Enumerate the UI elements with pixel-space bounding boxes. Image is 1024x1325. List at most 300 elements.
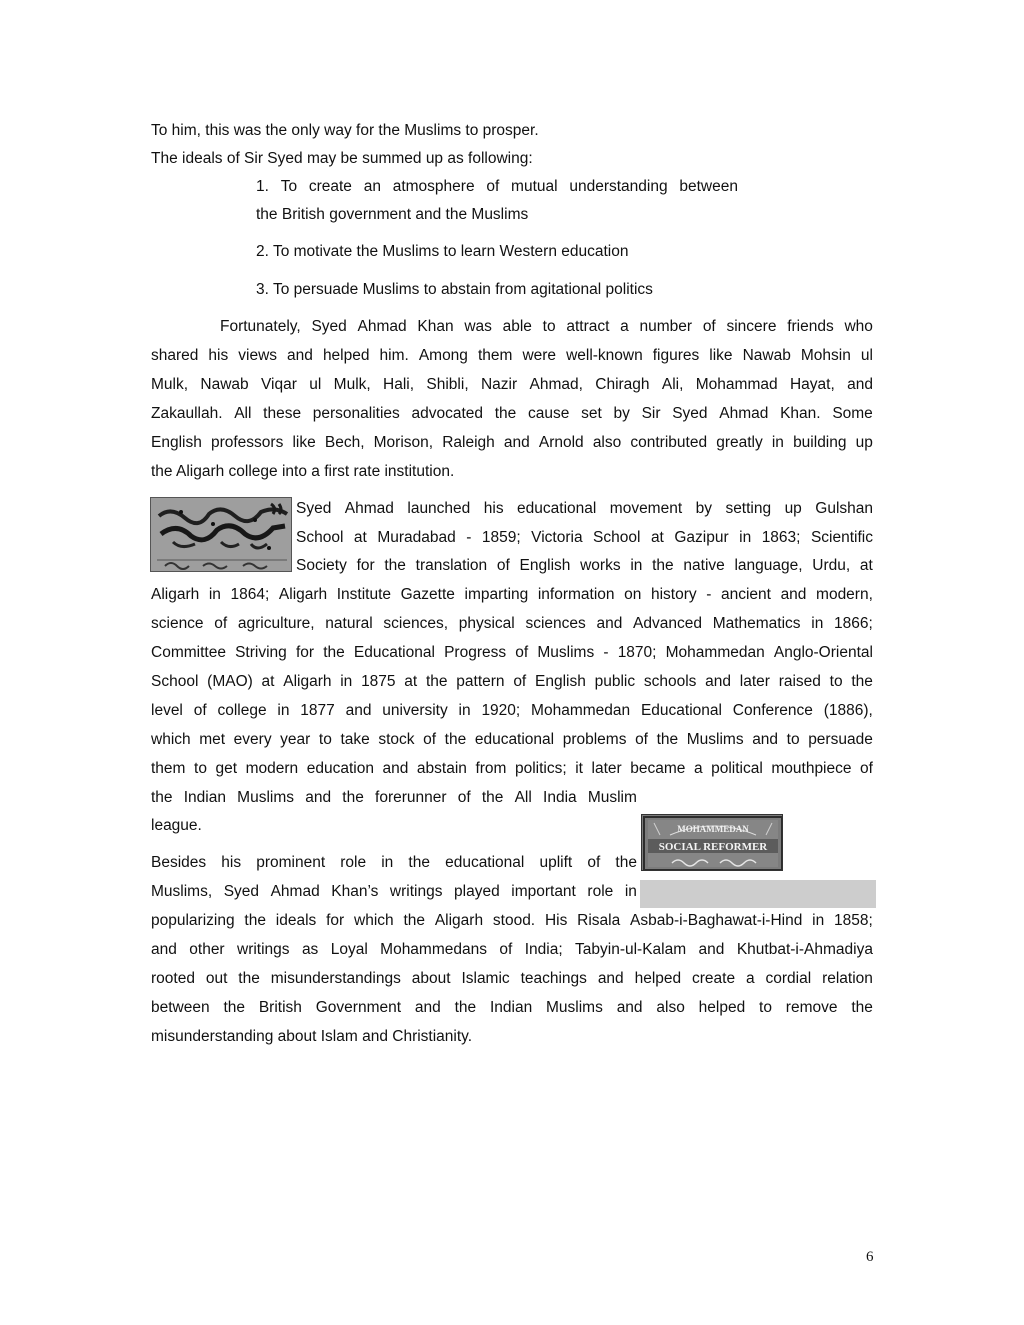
word: as [301,941,319,958]
word: up [855,434,873,451]
word: Educational [640,702,722,719]
word: Morison, [373,434,434,451]
word: All [514,789,532,806]
word: the [151,789,173,806]
word: - [466,529,472,546]
word: Progress [444,644,507,661]
word: the [481,789,504,806]
word: and [382,760,409,777]
word: native [683,557,725,574]
word: - [706,586,712,603]
masthead-main-text: SOCIAL REFORMER [658,841,768,853]
word: imparting [464,586,529,603]
word: contributed [630,434,708,451]
word: forerunner [375,789,447,806]
paragraph-line [151,404,873,424]
word: the [652,557,674,574]
word: stood. [492,912,536,929]
word: To [280,178,298,195]
word: (MAO) [207,673,253,690]
word: relation [822,970,873,987]
word: Indian [489,999,533,1016]
word: became [630,760,686,777]
word: modern, [816,586,873,603]
word: them [151,760,186,777]
paragraph-line [151,940,873,960]
word: in [812,912,825,929]
word: stock [378,731,415,748]
word: for [295,644,315,661]
word: a [746,970,755,987]
word: his [221,854,242,871]
word: of [214,615,228,632]
word: like [709,347,733,364]
word: political [711,760,763,777]
word: Committee [151,644,226,661]
word: Raleigh [442,434,495,451]
word: works [580,557,621,574]
ideal-item-2: 2. To motivate the Muslims to learn Western education [256,243,629,260]
word: up [784,500,802,517]
word: and [698,941,725,958]
word: Striving [235,644,287,661]
word: for [326,912,345,929]
word: 1920; [481,702,521,719]
word: of [193,702,207,719]
word: Mohammedan [665,644,765,661]
word: Hali, [383,376,415,393]
intro-line-1: To him, this was the only way for the Muslims to prosper. [151,122,539,139]
word: played [454,883,500,900]
word: Khutbat-i-Ahmadiya [736,941,873,958]
word: Ahmad [270,883,320,900]
image-placeholder-bar [640,880,876,908]
word: the [494,405,517,422]
word: atmosphere [392,178,475,195]
masthead-top-text: MOHAMMEDAN [677,824,749,834]
word: from [475,760,507,777]
word: Gazette [400,586,455,603]
word: of [496,557,510,574]
word: Advanced [633,615,702,632]
paragraph-line [296,499,873,519]
word: teachings [520,970,587,987]
word: Aligarh [278,586,328,603]
word: Risala [577,912,621,929]
word: in [811,615,824,632]
word: educational [445,854,525,871]
word: cause [528,405,570,422]
urdu-manuscript-image [150,497,292,572]
word: 1863; [761,529,801,546]
word: ul [309,376,322,393]
word: English [151,434,202,451]
word: public [594,673,636,690]
paragraph-line [151,433,873,453]
word: Muslims [537,644,595,661]
word: the [323,644,345,661]
word: and [414,999,441,1016]
word: Mathematics [712,615,801,632]
word: and [305,789,332,806]
word: which [354,912,394,929]
word: schools [643,673,697,690]
word: Syed [672,405,708,422]
paragraph-line [151,788,637,808]
paragraph-line [151,701,873,721]
word: educational [474,731,555,748]
word: between [679,178,738,195]
word: the [238,970,260,987]
word: Syed [223,883,260,900]
word: and [780,586,807,603]
word: Khan [417,318,454,335]
word: college [217,702,267,719]
word: to [194,760,207,777]
word: the [408,854,430,871]
word: Tabyin-ul-Kalam [575,941,687,958]
word: of [587,854,601,871]
word: to [759,999,772,1016]
word: Syed [311,318,347,335]
social-reformer-masthead-image [641,814,783,871]
word: his [483,500,504,517]
word: Some [832,405,873,422]
word: and [752,731,779,748]
word: Muslims [686,731,744,748]
word: of [513,673,527,690]
word: later [591,760,622,777]
word: 1858; [834,912,873,929]
word: modern [245,760,299,777]
word: Mohammad [695,376,778,393]
paragraph-line: misunderstanding about Islam and Christianity. [151,1028,473,1045]
word: Mohsin [800,347,851,364]
word: also [592,434,622,451]
word: mutual [511,178,558,195]
word: history [650,586,697,603]
word: 1864; [230,586,270,603]
word: later [739,673,770,690]
ideal-item-1-line-1 [256,177,738,197]
word: able [502,318,532,335]
word: understanding [569,178,668,195]
word: information [537,586,615,603]
paragraph-line [151,346,873,366]
word: in [340,673,353,690]
ideal-item-1-line-2: the British government and the Muslims [256,206,529,223]
word: persuade [808,731,873,748]
word: Conference [732,702,813,719]
word: British [258,999,302,1016]
word: Bech, [324,434,365,451]
word: Syed [296,500,332,517]
word: ideals [275,912,317,929]
word: Sir [641,405,661,422]
word: translation [415,557,488,574]
word: Aligarh [283,673,332,690]
word: in [624,883,637,900]
word: language, [734,557,803,574]
word: Nazir [480,376,518,393]
word: raised [778,673,821,690]
word: and [345,702,372,719]
word: level [151,702,183,719]
word: the [403,912,426,929]
word: remove [785,999,838,1016]
word: Institute [336,586,392,603]
paragraph-line [151,759,873,779]
word: 1866; [834,615,873,632]
word: the [454,999,477,1016]
word: Educational [353,644,435,661]
word: were [522,347,557,364]
word: the [223,999,245,1016]
word: of [423,731,437,748]
word: agriculture, [237,615,315,632]
word: figures [652,347,700,364]
word: writings [389,883,443,900]
word: the [244,912,266,929]
paragraph-line [296,556,873,576]
word: Government [315,999,402,1016]
word: personalities [312,405,400,422]
word: views [238,347,278,364]
word: the [851,673,873,690]
word: Mulk, [333,376,371,393]
word: Chiragh [595,376,650,393]
word: prominent [256,854,326,871]
word: which [151,731,191,748]
word: them [477,347,513,364]
word: on [624,586,642,603]
word: educational [517,500,597,517]
paragraph-line [220,317,873,337]
word: Nawab [742,347,791,364]
word: Gulshan [815,500,873,517]
word: politics; [515,760,567,777]
word: cordial [765,970,812,987]
word: to [542,318,556,335]
word: was [464,318,492,335]
word: shared [151,347,199,364]
word: every [233,731,272,748]
word: create [308,178,352,195]
word: 1859; [481,529,521,546]
word: and [705,673,732,690]
word: the [615,854,637,871]
word: a [620,318,629,335]
word: Muslims, [151,883,213,900]
word: Loyal [330,941,368,958]
word: - [603,644,609,661]
word: an [363,178,381,195]
word: and [287,347,313,364]
word: Asbab-i-Baghawat-i-Hind [630,912,803,929]
word: uplift [539,854,573,871]
word: set [581,405,602,422]
paragraph-line: the Aligarh college into a first rate institution. [151,463,455,480]
word: Among [418,347,468,364]
word: Muslims [237,789,295,806]
word: Shibli, [426,376,469,393]
ideal-item-3: 3. To persuade Muslims to abstain from agitational politics [256,281,653,298]
word: also [656,999,685,1016]
word: Ali, [661,376,684,393]
word: role [340,854,367,871]
word: in [739,529,752,546]
word: Ahmad [719,405,769,422]
word: at [353,529,367,546]
word: by [695,500,712,517]
word: the [444,731,467,748]
word: attract [566,318,610,335]
word: Khan. [780,405,821,422]
word: writings [237,941,290,958]
word: Nawab [200,376,249,393]
word: met [199,731,226,748]
word: Anglo-Oriental [773,644,873,661]
word: to [786,731,800,748]
word: the [425,673,448,690]
word: to [318,731,332,748]
paragraph-line [151,585,873,605]
word: his [208,347,229,364]
word: Ahmad, [529,376,583,393]
word: friends [787,318,834,335]
word: create [692,970,736,987]
word: Gazipur [674,529,729,546]
word: him. [379,347,409,364]
word: of [635,731,648,748]
word: year [280,731,311,748]
word: popularizing [151,912,235,929]
word: sciences, [383,615,449,632]
word: 1. [256,178,269,195]
word: at [261,673,275,690]
paragraph-line [151,969,873,989]
word: of [515,644,529,661]
word: rooted [151,970,195,987]
word: role [587,883,614,900]
word: Viqar [260,376,297,393]
word: pattern [456,673,505,690]
word: Islamic [461,970,510,987]
word: in [458,702,471,719]
word: India; [524,941,563,958]
word: Aligarh [151,586,200,603]
word: the [342,789,364,806]
word: to [829,673,843,690]
word: Zakaullah. [151,405,223,422]
word: ancient [720,586,771,603]
word: setting [725,500,772,517]
word: launched [407,500,471,517]
word: of [486,178,500,195]
paragraph-line [296,528,873,548]
word: English [519,557,571,574]
word: Urdu, [812,557,851,574]
word: about [411,970,451,987]
word: misunderstandings [270,970,401,987]
word: Mulk, [151,376,189,393]
word: 1875 [361,673,396,690]
word: and [847,376,873,393]
page-number: 6 [866,1249,874,1265]
word: number [639,318,693,335]
paragraph-line [151,643,873,663]
paragraph-line: league. [151,817,202,834]
word: at [859,557,873,574]
word: in [277,702,290,719]
word: and [616,999,643,1016]
word: advocated [411,405,484,422]
word: His [544,912,568,929]
word: problems [562,731,627,748]
word: of [457,789,471,806]
word: Besides [151,854,207,871]
word: university [382,702,448,719]
word: Scientific [810,529,873,546]
word: of [702,318,716,335]
word: helped [322,347,370,364]
word: important [511,883,576,900]
paragraph-line [151,614,873,634]
word: of [499,941,513,958]
word: ul [860,347,873,364]
paragraph-line [151,375,873,395]
word: Muslim [587,789,637,806]
word: science [151,615,204,632]
word: and [597,970,624,987]
word: for [356,557,375,574]
word: School [593,529,641,546]
word: Aligarh [434,912,484,929]
word: of [860,760,873,777]
word: helped [634,970,682,987]
word: the [656,731,679,748]
word: sciences [525,615,586,632]
word: mouthpiece [771,760,852,777]
word: and [596,615,623,632]
word: these [263,405,302,422]
word: it [575,760,583,777]
word: Khan’s [331,883,379,900]
word: like [292,434,316,451]
word: natural [325,615,373,632]
word: at [404,673,418,690]
word: in [208,586,221,603]
word: Mohammedans [380,941,487,958]
intro-line-2: The ideals of Sir Syed may be summed up as following: [151,150,533,167]
word: Muslims [546,999,603,1016]
paragraph-line [151,882,637,902]
word: who [844,318,873,335]
word: Fortunately, [220,318,301,335]
paragraph-line [151,998,873,1018]
word: and [151,941,177,958]
word: Society [296,557,347,574]
word: (1886), [823,702,873,719]
paragraph-line [151,730,873,750]
word: 1870; [617,644,657,661]
word: building [793,434,847,451]
word: Muradabad [377,529,456,546]
paragraph-line [151,672,873,692]
word: movement [609,500,683,517]
word: All [234,405,252,422]
word: Mohammedan [531,702,631,719]
